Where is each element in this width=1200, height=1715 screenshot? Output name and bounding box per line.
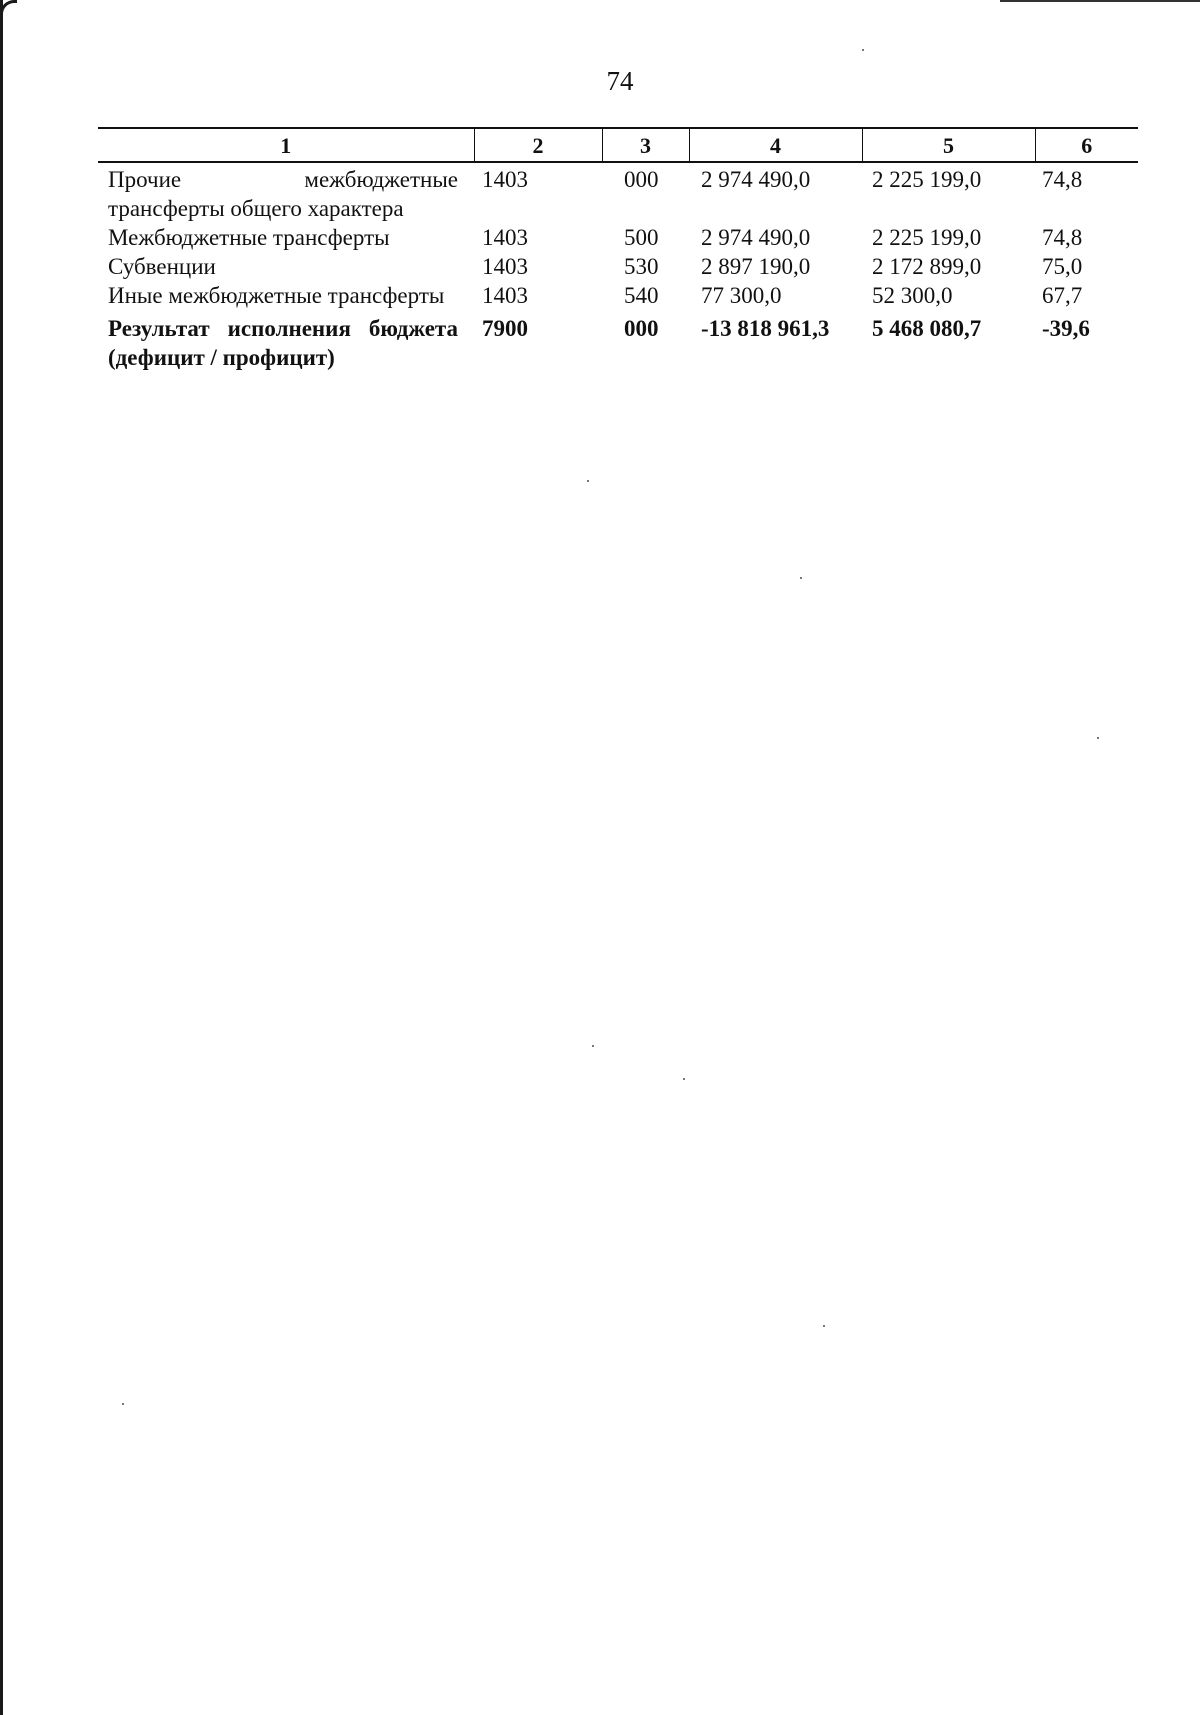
table-row — [98, 223, 1138, 252]
column-header-4: 4 — [689, 128, 862, 162]
row-type-code: 540 — [624, 283, 659, 308]
scan-edge-top — [1000, 0, 1200, 2]
row-approved-amount: 2 974 490,0 — [701, 225, 811, 250]
row-type-code: 500 — [624, 225, 659, 250]
scan-speck — [592, 1045, 594, 1047]
row-section-code: 1403 — [482, 167, 528, 192]
scan-speck — [1097, 737, 1099, 739]
column-header-6: 6 — [1035, 128, 1138, 162]
row-execution-percent: 74,8 — [1042, 167, 1083, 192]
column-header-1: 1 — [98, 128, 474, 162]
row-executed-amount: 52 300,0 — [872, 283, 953, 308]
table-row — [98, 281, 1138, 310]
budget-table-container — [98, 127, 1138, 372]
row-execution-percent: 67,7 — [1042, 283, 1083, 308]
row-type-code: 000 — [624, 167, 659, 192]
row-name: Прочие межбюджетные трансферты общего характера — [108, 167, 458, 221]
row-section-code: 1403 — [482, 283, 528, 308]
row-approved-amount: 2 974 490,0 — [701, 167, 811, 192]
table-row-total — [98, 310, 1138, 372]
scan-speck — [823, 1325, 825, 1327]
table-row — [98, 252, 1138, 281]
scan-edge-left — [0, 0, 3, 1715]
row-name: Иные межбюджетные трансферты — [108, 283, 445, 308]
column-header-5: 5 — [862, 128, 1035, 162]
scan-speck — [862, 49, 864, 51]
row-name: Межбюджетные трансферты — [108, 225, 390, 250]
scan-speck — [683, 1078, 685, 1080]
header-row — [98, 128, 1138, 162]
scan-speck — [587, 480, 589, 482]
table-header — [98, 128, 1138, 162]
scan-speck — [800, 577, 802, 579]
row-execution-percent: 75,0 — [1042, 254, 1083, 279]
row-type-code: 000 — [624, 316, 659, 341]
row-approved-amount: -13 818 961,3 — [701, 316, 830, 341]
table-body — [98, 162, 1138, 372]
table-row — [98, 162, 1138, 223]
column-header-2: 2 — [474, 128, 602, 162]
row-execution-percent: 74,8 — [1042, 225, 1083, 250]
row-approved-amount: 77 300,0 — [701, 283, 782, 308]
page-number: 74 — [606, 66, 634, 96]
row-approved-amount: 2 897 190,0 — [701, 254, 811, 279]
row-executed-amount: 2 225 199,0 — [872, 225, 982, 250]
row-section-code: 1403 — [482, 225, 528, 250]
row-executed-amount: 2 172 899,0 — [872, 254, 982, 279]
scan-speck — [122, 1403, 124, 1405]
row-section-code: 7900 — [482, 316, 528, 341]
column-header-3: 3 — [602, 128, 689, 162]
row-executed-amount: 2 225 199,0 — [872, 167, 982, 192]
row-section-code: 1403 — [482, 254, 528, 279]
row-name: Субвенции — [108, 254, 216, 279]
row-type-code: 530 — [624, 254, 659, 279]
budget-table — [98, 127, 1138, 372]
row-name: Результат исполнения бюджета (дефицит / профицит) — [108, 316, 458, 370]
row-executed-amount: 5 468 080,7 — [872, 316, 982, 341]
row-execution-percent: -39,6 — [1042, 316, 1090, 341]
